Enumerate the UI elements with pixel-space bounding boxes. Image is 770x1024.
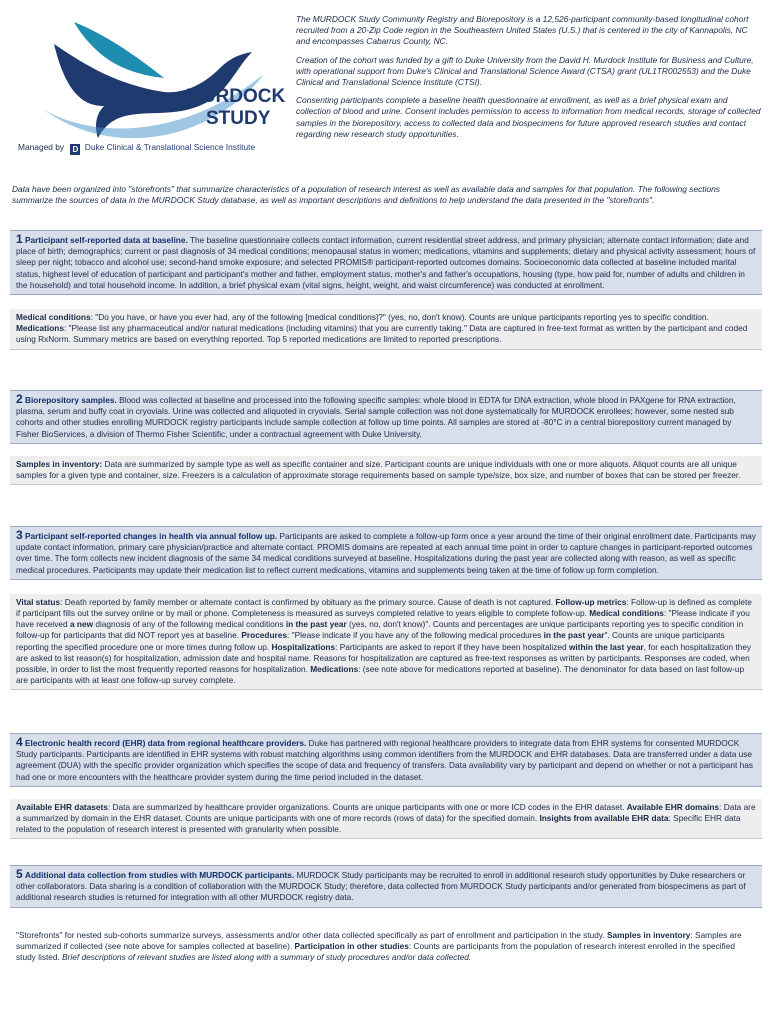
text: : Follow-up is defined as complete if participant fills out the survey online or by mail or phone. Completeness is measured as surveys completed relative to years eligible to complete follow-up. bbox=[16, 596, 752, 619]
intro-p2: Creation of the cohort was funded by a gift to Duke University from the David H. Murdock Institute for Business and Culture, with operational support from Duke's Clinical and Translational Science Award (CTSA) grant (UL1TR002553) and the Duke Clinical and Translational Science Institute (CTSI). bbox=[296, 54, 754, 88]
label: Follow-up metrics bbox=[555, 596, 627, 607]
text: : "Please indicate if you have any of the following medical procedures bbox=[287, 630, 544, 641]
section-3-title: Participant self-reported changes in health via annual follow up. bbox=[25, 531, 278, 541]
section-4-head bbox=[10, 733, 762, 787]
section-3-head bbox=[10, 526, 762, 580]
section-4 bbox=[10, 733, 762, 839]
section-3 bbox=[10, 526, 762, 690]
label: Participation in other studies bbox=[294, 941, 409, 952]
label: Medications bbox=[310, 664, 359, 675]
section-2-body bbox=[10, 456, 762, 485]
section-5-title: Additional data collection from studies with MURDOCK participants. bbox=[25, 870, 295, 880]
section-5-number: 5 bbox=[16, 867, 23, 881]
emph: within the last year bbox=[568, 641, 644, 652]
section-2-head bbox=[10, 390, 762, 444]
brand-line2: STUDY bbox=[206, 108, 271, 129]
brand-line1: MURDOCK bbox=[186, 86, 286, 107]
section-2-text: Blood was collected at baseline and processed into the following specific samples: whole blood in EDTA for DNA extraction, whole blood in PAXgene for RNA extraction, plasma, serum and buffy coat in cryovials. Urine was collected and aliquoted in cryovials. Serial sample collection was not done systematically for MURDOCK enrollees; however, some nested sub cohorts and other studies enrolling MURDOCK registry participants include sample collection at follow up time points. All samples are stored at -80°C in a central biorepository current managed by Fisher BioServices, a division of Thermo Fisher Scientific, under a contractual agreement with Duke University. bbox=[16, 395, 736, 439]
text: , for each hospitalization they are asked to list reason(s) for hospitalization, admission date and hospital name. Reasons for hospitalization are captured as free-text responses as written by participants. Responses are coded, when possible, in order to list the most frequently reported reasons for hospitalization. bbox=[16, 641, 752, 675]
italic-note: Brief descriptions of relevant studies are listed along with a summary of study procedures and/or data collected. bbox=[62, 952, 472, 963]
section-3-text: Participants are asked to complete a follow-up form once a year around the time of their original enrollment date. Participants may update contact information, primary care physician/practice and alternate contact. PROMIS domains are repeated at each annual time point in order to capture changes in participant-reported outcomes over time. The form collects new incident diagnosis of the same 34 medical conditions surveyed at baseline. Hospitalizations during the past year are collected along with reason, as well as specific medical procedures. Participants may update their medication list to reflect current medications, vitamins and supplements being taken at the time of follow up form completion. bbox=[16, 531, 756, 575]
section-1-title: Participant self-reported data at baseline. bbox=[25, 235, 188, 245]
label: Medical conditions bbox=[16, 312, 91, 323]
section-4-number: 4 bbox=[16, 735, 23, 749]
section-4-text: Duke has partnered with regional healthcare providers to integrate data from EHR systems for consented MURDOCK Study participants. Participants are identified in EHR systems with robust matching algorithms using common identifiers from the MURDOCK and EHR databases. Data are transferred under a data use agreement (DUA) with the specific provider organization which specifies the scope of data and frequency of transfers. Data availability vary by participant and depend on whether or not a participant has had one or more encounters with the healthcare provider system during the time period included in the dataset. bbox=[16, 738, 753, 782]
header bbox=[0, 0, 770, 180]
section-1-number: 1 bbox=[16, 232, 23, 246]
text: : (see note above for medications reported at baseline). The denominator for data based on last follow-up are participants with at least one follow-up survey complete. bbox=[16, 664, 745, 686]
text: diagnosis of any of the following medical conditions bbox=[93, 619, 286, 630]
emph: in the past year bbox=[285, 619, 347, 630]
section-1-text: The baseline questionnaire collects contact information, current residential street address, and primary physician; alternate contact information; date and place of birth; demographics; current or past diagnosis of 34 medical conditions; menopausal status in women; medications, vitamins and supplements; dietary and physical activity assessment; hours of sleep per night; tobacco and alcohol use; second-hand smoke exposure; and selected PROMIS® participant-reported outcomes domains. Socioeconomic data collected at baseline included marital status, highest level of education of participant and participant's mother and father, employment status, mother's and father's occupations, housing (type, how paid for, number of adults and children in the household) and total household income. In addition, a brief physical exam (vital signs, height, weight, and waist circumference) was conducted at enrollment. bbox=[16, 235, 756, 290]
storefront-note bbox=[10, 930, 762, 964]
section-1-head bbox=[10, 230, 762, 295]
label: Available EHR datasets bbox=[16, 801, 108, 812]
text: ". Counts are unique participants reporting the specified procedure one or more times during follow up. bbox=[16, 630, 725, 652]
label: Insights from available EHR data bbox=[539, 813, 669, 824]
section-3-number: 3 bbox=[16, 528, 23, 542]
emph: a new bbox=[69, 619, 94, 630]
text: : Specific EHR data related to the population of research interest is presented with granularity when possible. bbox=[16, 813, 741, 835]
label: Samples in inventory bbox=[606, 930, 691, 940]
text: : Participants are asked to report if they have been hospitalized bbox=[335, 641, 569, 652]
text: : Counts are participants from the population of research interest enrolled in the specified study listed. bbox=[16, 941, 735, 963]
text: "Storefronts" for nested sub-cohorts summarize surveys, assessments and/or other data collected specifically as part of enrollment and participation in the study. bbox=[16, 930, 607, 940]
text: : "Do you have, or have you ever had, any of the following [medical conditions]?" (yes, no, don't know). Counts are unique participants reporting yes to specific condition. bbox=[90, 312, 709, 323]
section-5-head bbox=[10, 865, 762, 908]
text: : "Please indicate if you have received bbox=[16, 608, 750, 630]
duke-logo-icon: D bbox=[70, 144, 80, 155]
label: Medications bbox=[16, 323, 64, 334]
text: : Data are summarized by healthcare provider organizations. Counts are unique participants with one or more ICD codes in the EHR dataset. bbox=[107, 801, 627, 812]
label: Available EHR domains bbox=[626, 801, 720, 812]
section-5-text: MURDOCK Study participants may be recruited to enroll in additional research study opportunities by Duke researchers or other collaborators. Data sharing is a condition of collaboration with the MURDOCK Study; therefore, data collected from MURDOCK Study participants and/or generated from biospecimens as part of additional research studies is returned for integration with all other MURDOCK registry data. bbox=[16, 870, 746, 903]
text: Data are summarized by sample type as well as specific container and size. Participant counts are unique individuals with one or more aliquots. Aliquot counts are all unique samples for a given type and container, size. Freezers is a calculation of approximate storage requirements based on sample type/size, box size, and number of boxes that can be stored per freezer. bbox=[16, 458, 741, 481]
text: : Samples are summarized if collected (see note above for samples collected at baseline). bbox=[16, 930, 742, 952]
lead-paragraph: Data have been organized into "storefronts" that summarize characteristics of a population of research interest as well as available data and samples for that population. The following sections summarize the sources of data in the MURDOCK Study database, as well as important descriptions and definitions to help understand the data presented in the "storefronts". bbox=[12, 184, 720, 206]
text: : Data are a summarized by domain in the EHR dataset. Counts are unique participants with one of more records (rows of data) for the specified domain. bbox=[16, 801, 756, 824]
section-4-title: Electronic health record (EHR) data from regional healthcare providers. bbox=[25, 738, 307, 748]
section-4-body bbox=[10, 799, 762, 840]
intro bbox=[296, 14, 762, 147]
duke-name: Duke Clinical & Translational Science Institute bbox=[84, 142, 256, 152]
section-1 bbox=[10, 230, 762, 350]
intro-p3: Consenting participants complete a baseline health questionnaire at enrollment, as well as a brief physical exam and collection of blood and urine. Consent includes permission to access to information from medical records, storage of collected samples in the biorepository, access to collected data and biospecimens for future approved research studies and contact regarding new research study opportunities. bbox=[296, 95, 761, 139]
text: (yes, no, don't know)". Counts and percentages are unique participants reporting yes to specific condition in follow-up for participants that did NOT report yes at baseline. bbox=[16, 619, 744, 641]
section-2-title: Biorepository samples. bbox=[25, 395, 117, 405]
emph: in the past year bbox=[543, 630, 605, 641]
text: : Death reported by family member or alternate contact is confirmed by obituary as the primary source. Cause of death is not captured. bbox=[60, 596, 556, 607]
text: : "Please list any pharmaceutical and/or natural medications (including vitamins) that you are currently taking." Data are captured in free-text format as written by the participant and coded using RxNorm. Summary metrics are based on everything reported. Top 5 reported medications are limited to reported prescriptions. bbox=[16, 323, 748, 345]
intro-p1: The MURDOCK Study Community Registry and Biorepository is a 12,526-participant community-based longitudinal cohort recruited from a 20-Zip Code region in the Southeastern United States (U.S.) that is centered in the city of Kannapolis, NC and encompasses Cabarrus County, NC. bbox=[296, 14, 749, 47]
managed-by-label: Managed by bbox=[18, 142, 65, 152]
label: Medical conditions bbox=[589, 608, 664, 619]
section-3-body bbox=[10, 594, 762, 691]
section-1-body bbox=[10, 309, 762, 350]
label: Hospitalizations bbox=[271, 641, 336, 652]
label: Procedures bbox=[241, 630, 288, 641]
section-2 bbox=[10, 390, 762, 485]
murdock-logo bbox=[14, 14, 284, 164]
section-2-number: 2 bbox=[16, 392, 23, 406]
label: Samples in inventory: bbox=[16, 458, 103, 469]
section-5 bbox=[10, 865, 762, 908]
label: Vital status bbox=[16, 596, 61, 607]
